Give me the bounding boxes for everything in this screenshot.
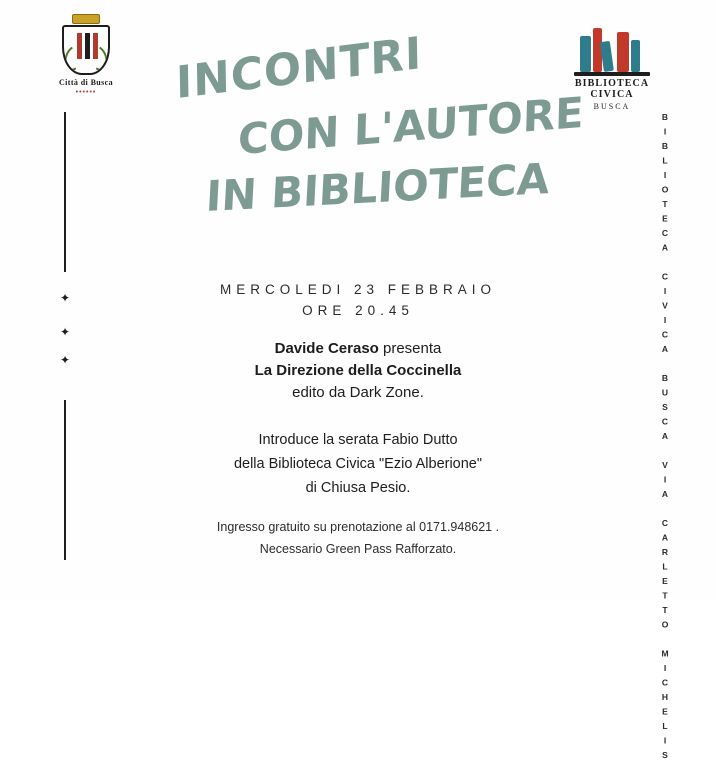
presentation-block xyxy=(178,338,538,404)
publisher: edito da Dark Zone. xyxy=(292,384,424,401)
book-spine xyxy=(631,40,640,72)
booking-info: Ingresso gratuito su prenotazione al 0171.948621 . xyxy=(216,520,500,534)
event-datetime xyxy=(178,282,538,318)
headline-line-1: INCONTRI xyxy=(175,27,423,110)
headline-line-3: IN BIBLIOTECA xyxy=(204,153,551,222)
city-crest-logo xyxy=(52,14,120,96)
footer-block xyxy=(158,516,558,560)
shelf-line xyxy=(574,72,650,76)
author-row xyxy=(178,338,538,360)
library-logo-title: BIBLIOTECA CIVICA xyxy=(574,78,650,100)
laurel-leaf-icon xyxy=(62,43,87,74)
sparkle-icon: ✦ xyxy=(59,353,71,367)
crown-icon xyxy=(72,14,100,24)
sparkle-icon: ✦ xyxy=(59,291,71,305)
introduction-line-2: della Biblioteca Civica "Ezio Alberione" xyxy=(233,456,483,472)
crest-dots: •••••• xyxy=(75,89,97,96)
vertical-address-text: BIBLIOTECA CIVICA BUSCA VIA CARLETTO MICHELIS xyxy=(660,112,670,765)
crest-label: Città di Busca xyxy=(58,78,114,87)
stacked-books-icon xyxy=(574,18,650,72)
vertical-rule-bottom xyxy=(64,400,66,560)
event-date: MERCOLEDI 23 FEBBRAIO xyxy=(219,282,497,297)
green-pass-info: Necessario Green Pass Rafforzato. xyxy=(259,542,457,556)
event-time: ORE 20.45 xyxy=(302,303,414,318)
author-name: Davide Ceraso xyxy=(274,340,379,357)
book-title: La Direzione della Coccinella xyxy=(254,362,462,379)
sparkle-icon: ✦ xyxy=(59,325,71,339)
book-spine xyxy=(580,36,591,72)
presenta-verb: presenta xyxy=(378,340,442,357)
introduction-block xyxy=(158,428,558,500)
headline-line-2: CON L'AUTORE xyxy=(237,87,585,165)
book-spine xyxy=(617,32,629,72)
introduction-line-1: Introduce la serata Fabio Dutto xyxy=(258,432,458,448)
library-logo-subtitle: BUSCA xyxy=(593,102,631,111)
vertical-rule-top xyxy=(64,112,66,272)
shield-icon xyxy=(62,25,110,75)
page-title xyxy=(150,27,585,222)
introduction-line-3: di Chiusa Pesio. xyxy=(305,480,411,496)
